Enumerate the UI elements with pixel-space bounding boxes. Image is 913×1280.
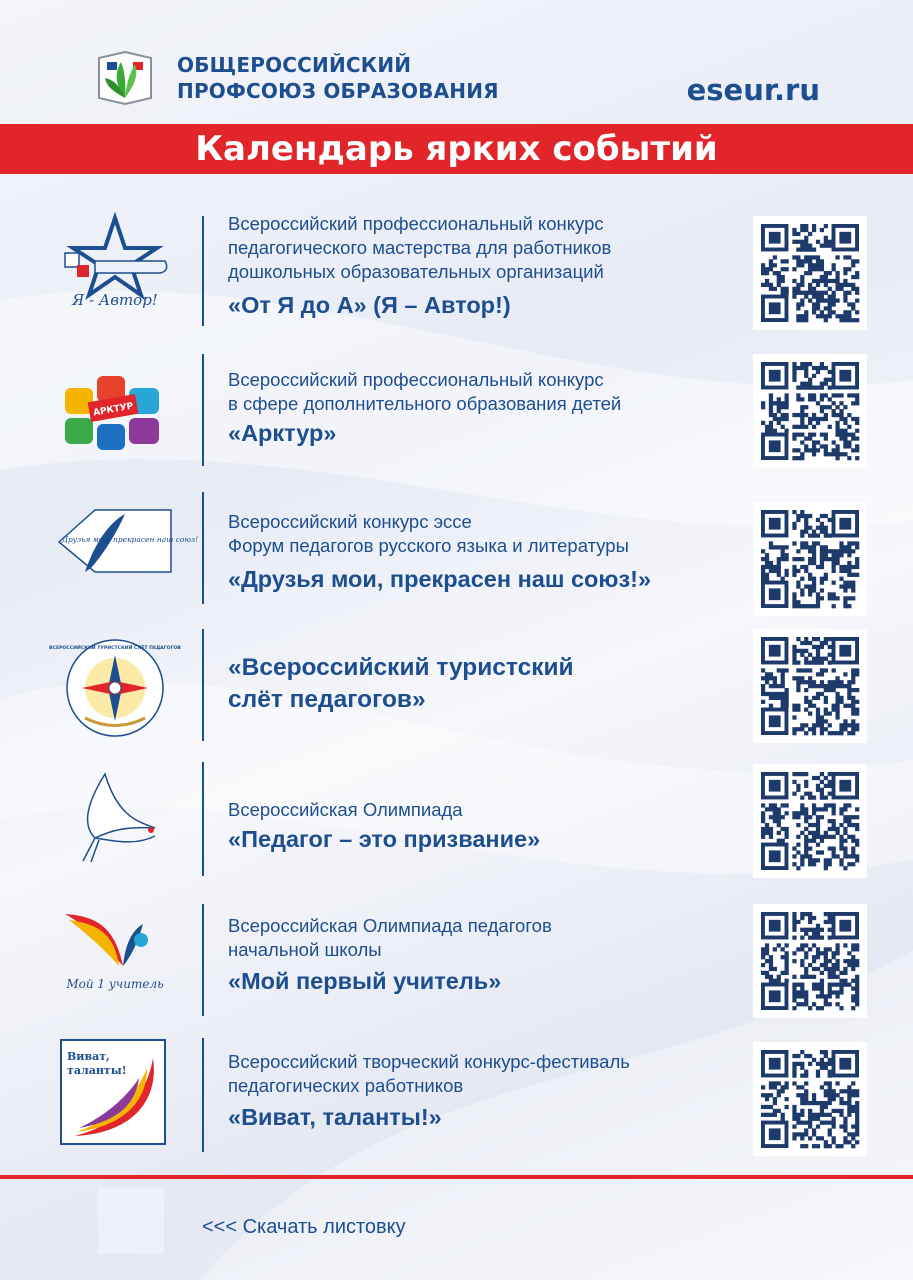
event-title: «Арктур» (228, 420, 337, 446)
event-item-turist-slet (0, 625, 913, 745)
moy-uchitel-logo-text: Мой 1 учитель (66, 977, 164, 991)
divider (202, 354, 204, 466)
event-text (228, 1050, 738, 1132)
desc-line: Всероссийский творческий конкурс-фестиваль (228, 1051, 630, 1072)
desc-line: Всероссийский конкурс эссе (228, 511, 472, 532)
vivat-logo-text-1: Виват, (67, 1050, 110, 1063)
qr-code[interactable] (753, 1042, 867, 1156)
event-text (228, 652, 738, 716)
druzya-moi-logo (55, 502, 199, 612)
event-item-vivat-talanty (0, 1036, 913, 1156)
page-title: Календарь ярких событий (195, 129, 718, 169)
desc-line: дошкольных образовательных организаций (228, 261, 604, 282)
event-item-druzya-moi (0, 490, 913, 610)
site-link[interactable]: eseur.ru (686, 73, 820, 107)
crane-bird-logo (55, 766, 175, 876)
divider (202, 629, 204, 741)
desc-line: Всероссийский профессиональный конкурс (228, 369, 604, 390)
event-text (228, 368, 738, 448)
event-title-line-2: слёт педагогов» (228, 686, 426, 713)
vivat-talanty-logo (55, 1038, 175, 1148)
divider (202, 904, 204, 1016)
event-description (228, 510, 738, 558)
event-text (228, 510, 738, 594)
desc-line: начальной школы (228, 939, 382, 960)
event-description (228, 1050, 738, 1098)
event-text (228, 798, 738, 854)
event-description (228, 914, 738, 962)
org-line-1: ОБЩЕРОССИЙСКИЙ (177, 53, 412, 77)
event-title-line-1: «Всероссийский туристский (228, 654, 574, 681)
qr-code[interactable] (753, 764, 867, 878)
union-logo (95, 48, 155, 108)
download-leaflet-link[interactable]: <<< Скачать листовку (202, 1216, 406, 1238)
desc-line: в сфере дополнительного образования детей (228, 393, 622, 414)
divider (202, 762, 204, 876)
arktur-logo (55, 368, 175, 478)
druzya-moi-logo-text: Друзья мои, прекрасен наш союз! (61, 535, 199, 544)
divider (202, 1038, 204, 1152)
event-description (228, 368, 738, 416)
qr-code[interactable] (753, 354, 867, 468)
event-title: «Мой первый учитель» (228, 968, 502, 994)
turist-slet-logo-text: ВСЕРОССИЙСКИЙ ТУРИСТСКИЙ СЛЁТ ПЕДАГОГОВ (49, 646, 181, 651)
moy-uchitel-logo (55, 906, 175, 1016)
desc-line: Форум педагогов русского языка и литературы (228, 535, 629, 556)
event-description (228, 212, 738, 284)
event-text (228, 914, 738, 996)
page-title-banner (0, 124, 913, 174)
event-title: «Педагог – это призвание» (228, 826, 541, 852)
event-text (228, 212, 738, 320)
vivat-logo-text-2: таланты! (67, 1064, 127, 1077)
org-line-2: ПРОФСОЮЗ ОБРАЗОВАНИЯ (177, 79, 499, 103)
event-title: «Виват, таланты!» (228, 1104, 442, 1130)
organization-name (177, 52, 499, 104)
turist-slet-logo (49, 633, 181, 743)
event-item-arktur (0, 350, 913, 470)
event-description (228, 798, 738, 822)
footer-divider (0, 1175, 913, 1179)
qr-code[interactable] (753, 216, 867, 330)
desc-line: Всероссийский профессиональный конкурс (228, 213, 604, 234)
desc-line: Всероссийская Олимпиада (228, 799, 463, 820)
ya-avtor-logo-text: Я - Автор! (72, 291, 158, 309)
header (0, 40, 913, 120)
event-item-moy-pervyy-uchitel (0, 900, 913, 1020)
event-item-ot-ya-do-a (0, 208, 913, 328)
desc-line: педагогических работников (228, 1075, 464, 1096)
footer-placeholder (98, 1188, 164, 1254)
arktur-logo-text: АРКТУР (92, 401, 135, 419)
ya-avtor-logo (55, 213, 175, 323)
event-title: «Друзья мои, прекрасен наш союз!» (228, 566, 652, 592)
event-item-pedagog-prizvanie (0, 760, 913, 880)
desc-line: Всероссийская Олимпиада педагогов (228, 915, 552, 936)
qr-code[interactable] (753, 629, 867, 743)
divider (202, 216, 204, 326)
divider (202, 492, 204, 604)
event-title: «От Я до А» (Я – Автор!) (228, 292, 511, 318)
qr-code[interactable] (753, 904, 867, 1018)
qr-code[interactable] (753, 502, 867, 616)
desc-line: педагогического мастерства для работников (228, 237, 612, 258)
